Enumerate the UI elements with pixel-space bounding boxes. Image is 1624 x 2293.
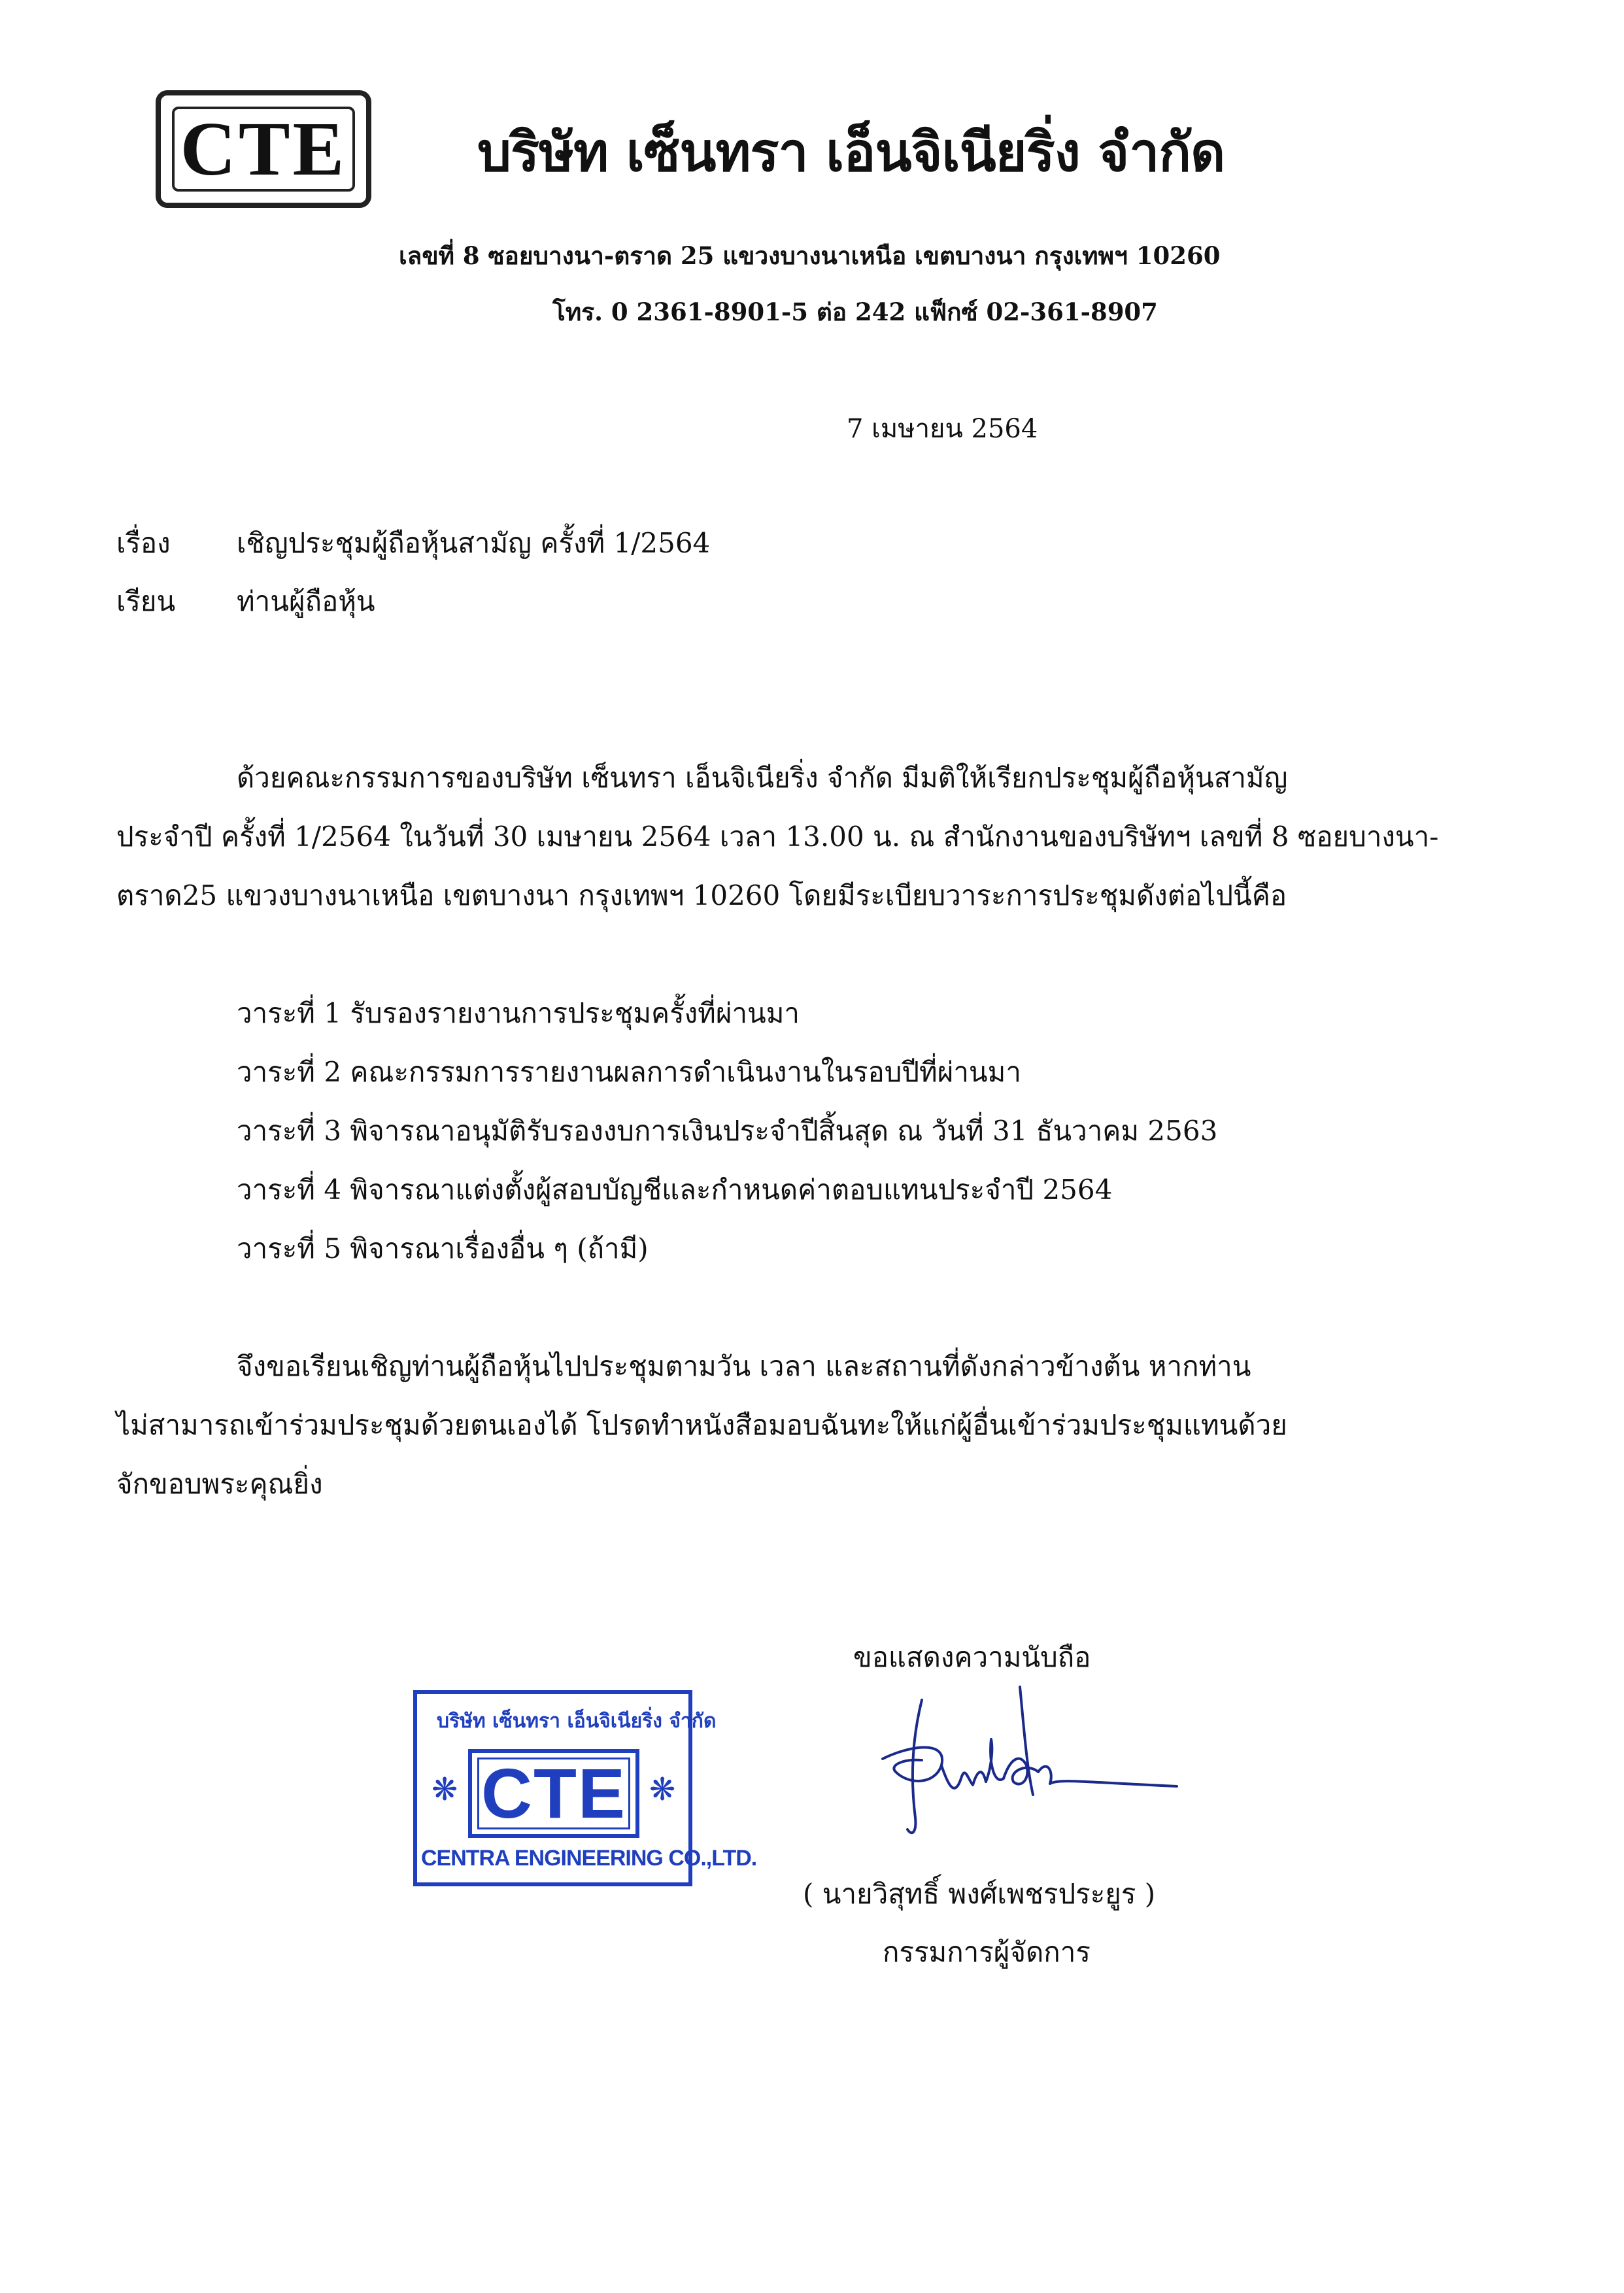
paragraph1-line3: ตราด25 แขวงบางนาเหนือ เขตบางนา กรุงเทพฯ 10260 โดยมีระเบียบวาระการประชุมดังต่อไปนี้คือ	[116, 879, 1287, 911]
subject-label: เรื่อง	[116, 527, 171, 559]
company-contact: โทร. 0 2361-8901-5 ต่อ 242 แฟ็กซ์ 02-361-8907	[552, 297, 1158, 326]
agenda-item-2: วาระที่ 2 คณะกรรมการรายงานผลการดำเนินงานในรอบปีที่ผ่านมา	[237, 1056, 1021, 1088]
recipient-value: ท่านผู้ถือหุ้น	[237, 585, 375, 617]
company-stamp	[413, 1690, 757, 1886]
company-address: เลขที่ 8 ซอยบางนา-ตราด 25 แขวงบางนาเหนือ เขตบางนา กรุงเทพฯ 10260	[399, 241, 1221, 270]
stamp-logo	[468, 1749, 639, 1838]
company-logo-text: CTE	[172, 107, 355, 192]
company-name: บริษัท เซ็นทรา เอ็นจิเนียริ่ง จำกัด	[477, 121, 1225, 184]
stamp-ornament-left-icon: ❋	[431, 1771, 458, 1808]
recipient-label: เรียน	[116, 585, 176, 617]
stamp-top-text: บริษัท เซ็นทรา เอ็นจิเนียริ่ง จำกัด	[437, 1710, 717, 1733]
company-logo	[156, 90, 371, 208]
paragraph2-line2: ไม่สามารถเข้าร่วมประชุมด้วยตนเองได้ โปรดทำหนังสือมอบฉันทะให้แก่ผู้อื่นเข้าร่วมประชุมแทนด้วย	[116, 1409, 1287, 1441]
agenda-item-1: วาระที่ 1 รับรองรายงานการประชุมครั้งที่ผ่านมา	[237, 997, 800, 1029]
stamp-bottom-text: CENTRA ENGINEERING CO.,LTD.	[421, 1846, 757, 1871]
subject-value: เชิญประชุมผู้ถือหุ้นสามัญ ครั้งที่ 1/2564	[237, 527, 711, 559]
signer-name: ( นายวิสุทธิ์ พงศ์เพชรประยูร )	[803, 1878, 1156, 1910]
signer-title: กรรมการผู้จัดการ	[883, 1936, 1091, 1968]
closing-text: ขอแสดงความนับถือ	[853, 1641, 1091, 1673]
paragraph2-line3: จักขอบพระคุณยิ่ง	[116, 1468, 323, 1500]
letter-date: 7 เมษายน 2564	[847, 414, 1038, 444]
paragraph1-line2: ประจำปี ครั้งที่ 1/2564 ในวันที่ 30 เมษายน 2564 เวลา 13.00 น. ณ สำนักงานของบริษัทฯ เลขที่ 8 ซอยบางนา-	[116, 821, 1439, 853]
agenda-item-3: วาระที่ 3 พิจารณาอนุมัติรับรองงบการเงินประจำปีสิ้นสุด ณ วันที่ 31 ธันวาคม 2563	[237, 1115, 1218, 1147]
stamp-logo-text: CTE	[477, 1758, 630, 1829]
paragraph1-line1: ด้วยคณะกรรมการของบริษัท เซ็นทรา เอ็นจิเนียริ่ง จำกัด มีมติให้เรียกประชุมผู้ถือหุ้นสามัญ	[237, 762, 1288, 794]
signature	[870, 1674, 1210, 1857]
agenda-item-5: วาระที่ 5 พิจารณาเรื่องอื่น ๆ (ถ้ามี)	[237, 1232, 649, 1265]
paragraph2-line1: จึงขอเรียนเชิญท่านผู้ถือหุ้นไปประชุมตามวัน เวลา และสถานที่ดังกล่าวข้างต้น หากท่าน	[237, 1350, 1251, 1382]
stamp-ornament-right-icon: ❋	[649, 1771, 676, 1808]
agenda-item-4: วาระที่ 4 พิจารณาแต่งตั้งผู้สอบบัญชีและกำหนดค่าตอบแทนประจำปี 2564	[237, 1174, 1113, 1206]
